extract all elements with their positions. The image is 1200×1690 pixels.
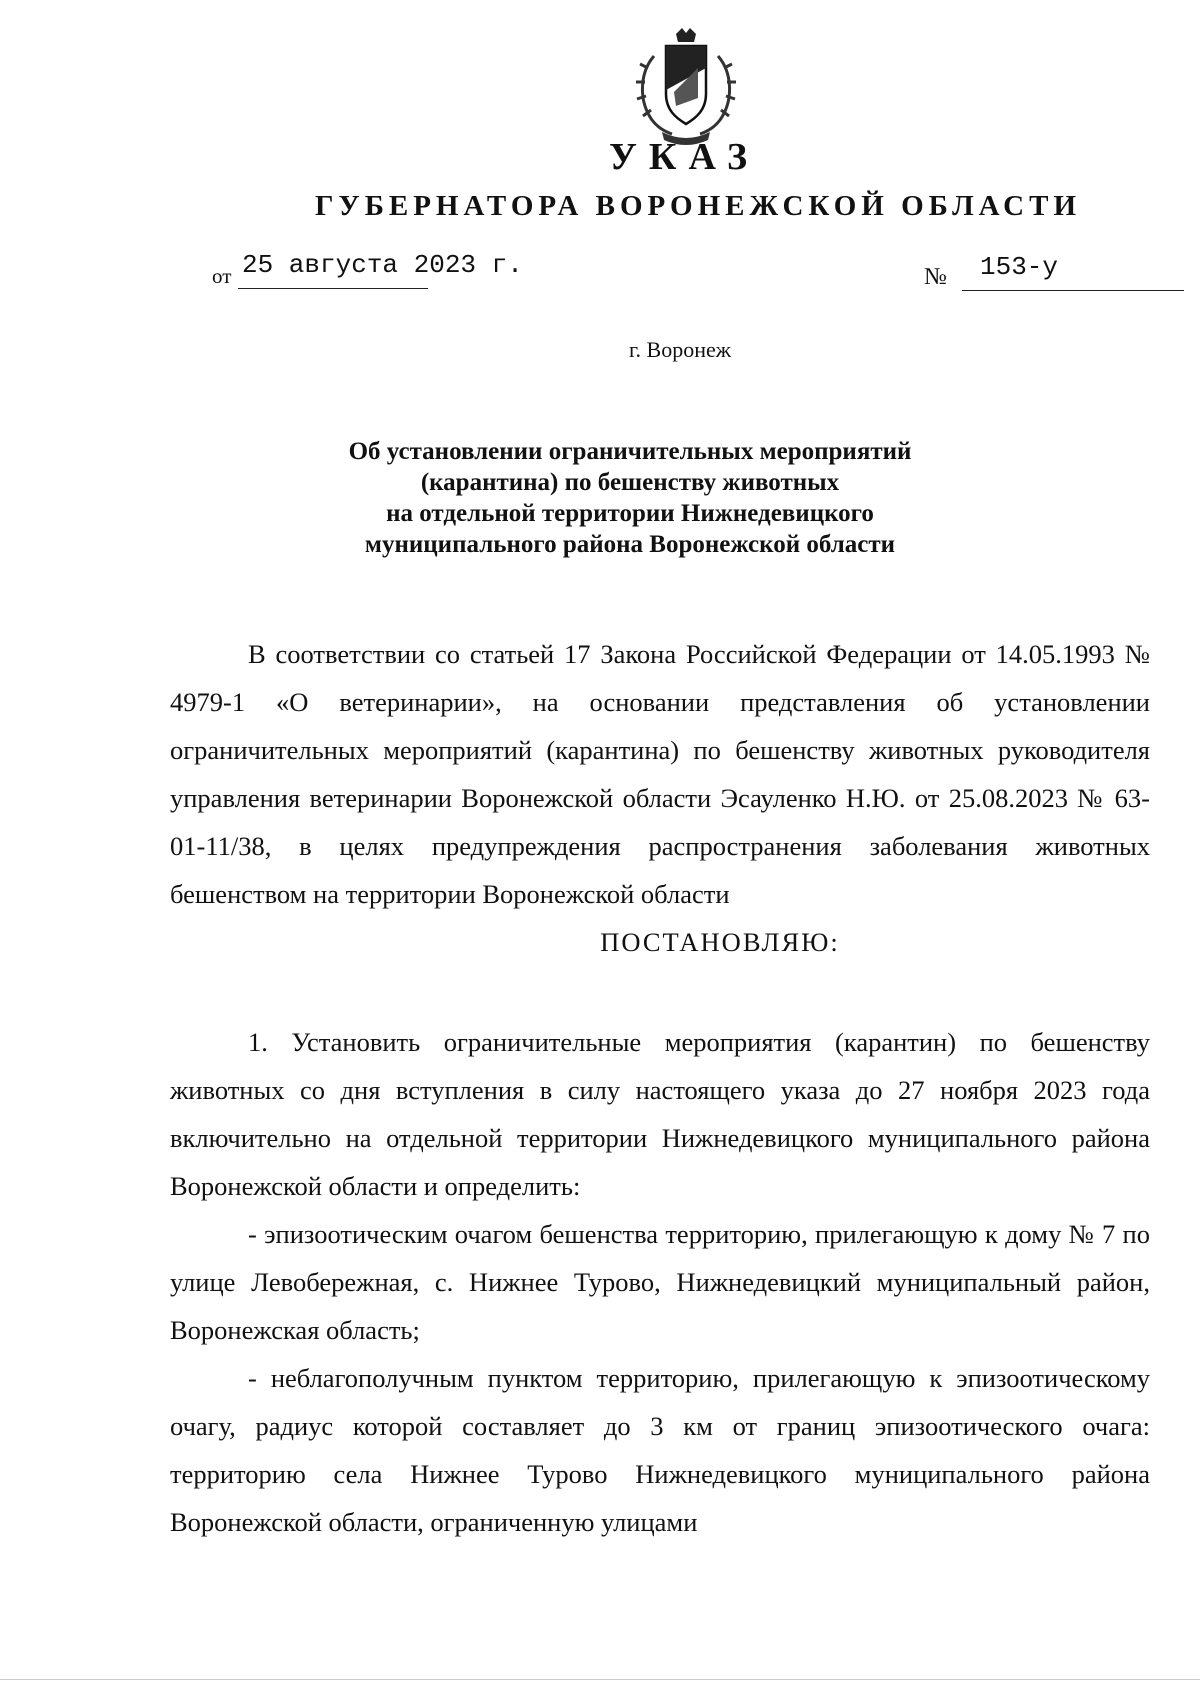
subject-line: (карантина) по бешенству животных — [420, 469, 840, 496]
preamble-section — [170, 630, 1150, 966]
number-value: 153-у — [980, 252, 1059, 282]
scan-edge-divider — [0, 1679, 1200, 1680]
subject-line: на отдельной территории Нижнедевицкого — [386, 500, 874, 527]
document-city: г. Воронеж — [629, 337, 731, 362]
date-value: 25 августа 2023 г. — [242, 250, 523, 280]
coat-of-arms-emblem — [632, 28, 740, 148]
document-issuer: ГУБЕРНАТОРА ВОРОНЕЖСКОЙ ОБЛАСТИ — [314, 190, 1082, 222]
date-prefix: от — [212, 264, 232, 288]
preamble-paragraph: В соответствии со статьей 17 Закона Российской Федерации от 14.05.1993 № 4979-1 «О ветеринарии», на основании представления об установлении ограничительных мероприятий (карантина) по бешенству животных руководителя управления ветеринарии Воронежской области Эсауленко Н.Ю. от 25.08.2023 № 63-01-11/38, в целях предупреждения распространения заболевания животных бешенством на территории Воронежской области — [170, 639, 1150, 909]
number-underline — [962, 290, 1184, 291]
date-underline — [238, 288, 428, 289]
document-title: УКАЗ — [609, 136, 759, 178]
clauses-section — [170, 1018, 1150, 1546]
clause-item-1-a: - эпизоотическим очагом бешенства территорию, прилегающую к дому № 7 по улице Левобережная, с. Нижнее Турово, Нижнедевицкий муниципальный район, Воронежская область; — [170, 1219, 1150, 1345]
document-subject — [300, 436, 960, 560]
clause-item-1: 1. Установить ограничительные мероприятия (карантин) по бешенству животных со дня вступления в силу настоящего указа до 27 ноября 2023 года включительно на отдельной территории Нижнедевицкого муниципального района Воронежской области и определить: — [170, 1027, 1150, 1201]
subject-line: Об установлении ограничительных мероприятий — [348, 438, 912, 465]
subject-line: муниципального района Воронежской области — [364, 531, 896, 558]
clause-item-1-b: - неблагополучным пунктом территорию, прилегающую к эпизоотическому очагу, радиус которой составляет до 3 км от границ эпизоотического очага: территорию села Нижнее Турово Нижнедевицкого муниципального района Воронежской области, ограниченную улицами — [170, 1363, 1150, 1537]
decree-word: ПОСТАНОВЛЯЮ: — [600, 927, 840, 957]
number-prefix: № — [924, 264, 947, 290]
